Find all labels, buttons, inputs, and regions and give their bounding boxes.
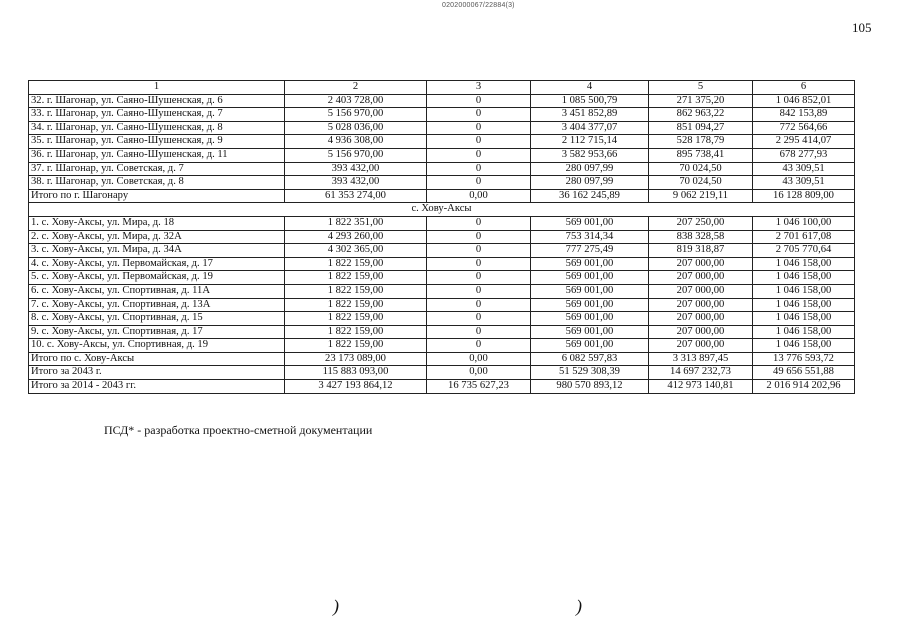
table-row <box>29 162 855 176</box>
value-cell: 980 570 893,12 <box>531 380 649 394</box>
value-cell: 3 582 953,66 <box>531 148 649 162</box>
row-label: 35. г. Шагонар, ул. Саяно-Шушенская, д. 9 <box>29 135 285 149</box>
value-cell: 1 046 158,00 <box>753 325 855 339</box>
row-label: 4. с. Хову-Аксы, ул. Первомайская, д. 17 <box>29 257 285 271</box>
table-row <box>29 257 855 271</box>
value-cell: 1 822 159,00 <box>285 325 427 339</box>
value-cell: 4 293 260,00 <box>285 230 427 244</box>
value-cell: 0 <box>427 325 531 339</box>
value-cell: 819 318,87 <box>649 244 753 258</box>
row-label: 36. г. Шагонар, ул. Саяно-Шушенская, д. 11 <box>29 148 285 162</box>
value-cell: 0 <box>427 244 531 258</box>
value-cell: 4 936 308,00 <box>285 135 427 149</box>
value-cell: 9 062 219,11 <box>649 189 753 203</box>
value-cell: 207 000,00 <box>649 298 753 312</box>
value-cell: 678 277,93 <box>753 148 855 162</box>
header-cell: 4 <box>531 81 649 95</box>
value-cell: 23 173 089,00 <box>285 352 427 366</box>
value-cell: 851 094,27 <box>649 121 753 135</box>
table-row <box>29 176 855 190</box>
value-cell: 0 <box>427 230 531 244</box>
value-cell: 207 000,00 <box>649 339 753 353</box>
row-label: 34. г. Шагонар, ул. Саяно-Шушенская, д. 8 <box>29 121 285 135</box>
table-row <box>29 366 855 380</box>
value-cell: 2 403 728,00 <box>285 94 427 108</box>
value-cell: 0,00 <box>427 366 531 380</box>
value-cell: 271 375,20 <box>649 94 753 108</box>
value-cell: 569 001,00 <box>531 257 649 271</box>
value-cell: 0,00 <box>427 352 531 366</box>
value-cell: 1 822 159,00 <box>285 298 427 312</box>
value-cell: 3 427 193 864,12 <box>285 380 427 394</box>
value-cell: 569 001,00 <box>531 271 649 285</box>
value-cell: 70 024,50 <box>649 162 753 176</box>
row-label: 2. с. Хову-Аксы, ул. Мира, д. 32А <box>29 230 285 244</box>
page-number: 105 <box>852 20 872 35</box>
value-cell: 528 178,79 <box>649 135 753 149</box>
value-cell: 393 432,00 <box>285 162 427 176</box>
value-cell: 1 046 158,00 <box>753 312 855 326</box>
value-cell: 842 153,89 <box>753 108 855 122</box>
value-cell: 0 <box>427 176 531 190</box>
value-cell: 569 001,00 <box>531 298 649 312</box>
header-cell: 6 <box>753 81 855 95</box>
table-row <box>29 216 855 230</box>
table-row <box>29 284 855 298</box>
value-cell: 1 046 158,00 <box>753 284 855 298</box>
table-row <box>29 148 855 162</box>
header-cell: 2 <box>285 81 427 95</box>
row-label: Итого за 2014 - 2043 гг. <box>29 380 285 394</box>
value-cell: 772 564,66 <box>753 121 855 135</box>
value-cell: 280 097,99 <box>531 162 649 176</box>
table-header-row <box>29 81 855 95</box>
value-cell: 1 822 159,00 <box>285 257 427 271</box>
table-row <box>29 94 855 108</box>
row-label: 33. г. Шагонар, ул. Саяно-Шушенская, д. 7 <box>29 108 285 122</box>
value-cell: 0 <box>427 216 531 230</box>
row-label: Итого по с. Хову-Аксы <box>29 352 285 366</box>
value-cell: 0 <box>427 108 531 122</box>
table-row <box>29 339 855 353</box>
value-cell: 1 046 158,00 <box>753 339 855 353</box>
value-cell: 207 000,00 <box>649 284 753 298</box>
value-cell: 4 302 365,00 <box>285 244 427 258</box>
document-code: 0202000067/22884(3) <box>442 2 515 9</box>
row-label: 5. с. Хову-Аксы, ул. Первомайская, д. 19 <box>29 271 285 285</box>
table-row <box>29 230 855 244</box>
header-cell: 5 <box>649 81 753 95</box>
value-cell: 207 000,00 <box>649 271 753 285</box>
value-cell: 862 963,22 <box>649 108 753 122</box>
row-label: Итого по г. Шагонару <box>29 189 285 203</box>
value-cell: 16 735 627,23 <box>427 380 531 394</box>
value-cell: 2 295 414,07 <box>753 135 855 149</box>
financing-table <box>28 80 855 394</box>
shagonar-rows <box>29 94 855 203</box>
value-cell: 43 309,51 <box>753 176 855 190</box>
row-label: 1. с. Хову-Аксы, ул. Мира, д. 18 <box>29 216 285 230</box>
value-cell: 3 313 897,45 <box>649 352 753 366</box>
row-label: 37. г. Шагонар, ул. Советская, д. 7 <box>29 162 285 176</box>
value-cell: 393 432,00 <box>285 176 427 190</box>
row-label: 10. с. Хову-Аксы, ул. Спортивная, д. 19 <box>29 339 285 353</box>
section-row <box>29 203 855 217</box>
value-cell: 6 082 597,83 <box>531 352 649 366</box>
value-cell: 115 883 093,00 <box>285 366 427 380</box>
value-cell: 207 000,00 <box>649 325 753 339</box>
row-label: Итого за 2043 г. <box>29 366 285 380</box>
table-row <box>29 380 855 394</box>
value-cell: 0 <box>427 135 531 149</box>
table-row <box>29 189 855 203</box>
value-cell: 0 <box>427 284 531 298</box>
value-cell: 51 529 308,39 <box>531 366 649 380</box>
table-row <box>29 298 855 312</box>
table-row <box>29 108 855 122</box>
value-cell: 1 822 159,00 <box>285 271 427 285</box>
handwritten-mark: ) <box>576 596 582 616</box>
header-cell: 1 <box>29 81 285 95</box>
value-cell: 1 822 351,00 <box>285 216 427 230</box>
value-cell: 0,00 <box>427 189 531 203</box>
value-cell: 0 <box>427 257 531 271</box>
value-cell: 569 001,00 <box>531 284 649 298</box>
value-cell: 13 776 593,72 <box>753 352 855 366</box>
table-row <box>29 121 855 135</box>
table-row <box>29 135 855 149</box>
header-cell: 3 <box>427 81 531 95</box>
value-cell: 569 001,00 <box>531 312 649 326</box>
table-row <box>29 271 855 285</box>
value-cell: 1 822 159,00 <box>285 339 427 353</box>
value-cell: 1 046 852,01 <box>753 94 855 108</box>
value-cell: 1 046 158,00 <box>753 271 855 285</box>
value-cell: 3 451 852,89 <box>531 108 649 122</box>
row-label: 8. с. Хову-Аксы, ул. Спортивная, д. 15 <box>29 312 285 326</box>
footnote: ПСД* - разработка проектно-сметной документации <box>104 423 373 437</box>
value-cell: 0 <box>427 162 531 176</box>
value-cell: 61 353 274,00 <box>285 189 427 203</box>
value-cell: 895 738,41 <box>649 148 753 162</box>
value-cell: 49 656 551,88 <box>753 366 855 380</box>
row-label: 6. с. Хову-Аксы, ул. Спортивная, д. 11А <box>29 284 285 298</box>
value-cell: 1 822 159,00 <box>285 312 427 326</box>
value-cell: 207 000,00 <box>649 257 753 271</box>
value-cell: 207 000,00 <box>649 312 753 326</box>
value-cell: 1 046 158,00 <box>753 257 855 271</box>
value-cell: 16 128 809,00 <box>753 189 855 203</box>
value-cell: 412 973 140,81 <box>649 380 753 394</box>
value-cell: 777 275,49 <box>531 244 649 258</box>
value-cell: 0 <box>427 312 531 326</box>
row-label: 38. г. Шагонар, ул. Советская, д. 8 <box>29 176 285 190</box>
value-cell: 838 328,58 <box>649 230 753 244</box>
value-cell: 5 156 970,00 <box>285 148 427 162</box>
value-cell: 3 404 377,07 <box>531 121 649 135</box>
handwritten-mark: ) <box>333 596 339 616</box>
row-label: 3. с. Хову-Аксы, ул. Мира, д. 34А <box>29 244 285 258</box>
value-cell: 2 016 914 202,96 <box>753 380 855 394</box>
value-cell: 753 314,34 <box>531 230 649 244</box>
section-title: с. Хову-Аксы <box>29 203 855 217</box>
row-label: 7. с. Хову-Аксы, ул. Спортивная, д. 13А <box>29 298 285 312</box>
value-cell: 14 697 232,73 <box>649 366 753 380</box>
table-row <box>29 244 855 258</box>
value-cell: 36 162 245,89 <box>531 189 649 203</box>
value-cell: 0 <box>427 148 531 162</box>
value-cell: 0 <box>427 298 531 312</box>
value-cell: 1 085 500,79 <box>531 94 649 108</box>
value-cell: 0 <box>427 94 531 108</box>
table-row <box>29 312 855 326</box>
value-cell: 569 001,00 <box>531 339 649 353</box>
value-cell: 2 701 617,08 <box>753 230 855 244</box>
value-cell: 43 309,51 <box>753 162 855 176</box>
value-cell: 70 024,50 <box>649 176 753 190</box>
value-cell: 2 112 715,14 <box>531 135 649 149</box>
table-row <box>29 352 855 366</box>
value-cell: 5 156 970,00 <box>285 108 427 122</box>
value-cell: 280 097,99 <box>531 176 649 190</box>
value-cell: 2 705 770,64 <box>753 244 855 258</box>
value-cell: 0 <box>427 121 531 135</box>
value-cell: 569 001,00 <box>531 216 649 230</box>
khovu-aksy-rows <box>29 216 855 393</box>
value-cell: 569 001,00 <box>531 325 649 339</box>
value-cell: 1 822 159,00 <box>285 284 427 298</box>
value-cell: 1 046 100,00 <box>753 216 855 230</box>
value-cell: 0 <box>427 339 531 353</box>
value-cell: 5 028 036,00 <box>285 121 427 135</box>
value-cell: 1 046 158,00 <box>753 298 855 312</box>
row-label: 32. г. Шагонар, ул. Саяно-Шушенская, д. 6 <box>29 94 285 108</box>
value-cell: 0 <box>427 271 531 285</box>
table-row <box>29 325 855 339</box>
row-label: 9. с. Хову-Аксы, ул. Спортивная, д. 17 <box>29 325 285 339</box>
value-cell: 207 250,00 <box>649 216 753 230</box>
